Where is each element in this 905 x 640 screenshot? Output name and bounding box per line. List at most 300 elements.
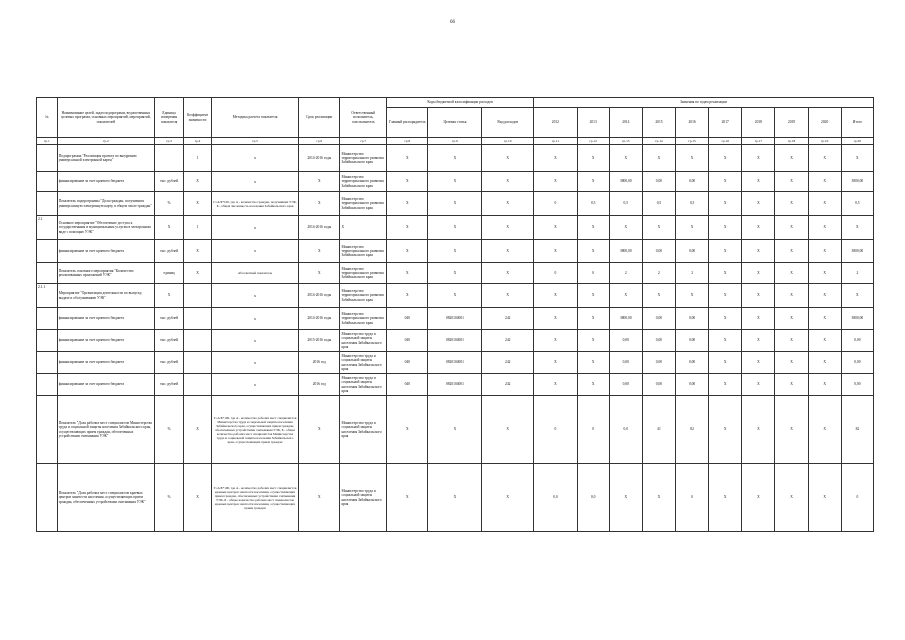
row-target-article: Х — [428, 464, 482, 532]
row-glav: Х — [387, 145, 428, 172]
row-year-value: 0,00 — [642, 172, 675, 192]
row-method: Г=А/Б*100, где А - количество граждан, получивших УЭК, Б - общая численность населения Забайкальского края — [212, 192, 299, 216]
row-number — [37, 192, 58, 216]
row-glav: Х — [387, 172, 428, 192]
row-term: Х — [299, 192, 340, 216]
row-coef: Х — [184, 192, 212, 216]
row-year-value: Х — [742, 352, 775, 374]
row-year-value: 0 — [534, 263, 578, 284]
row-year-value: Х — [775, 330, 808, 352]
row-target-article: Х — [428, 263, 482, 284]
row-year-value: Х — [775, 240, 808, 263]
row-responsible: Министерство территориального развития Забайкальского края — [340, 263, 387, 284]
row-glav: Х — [387, 192, 428, 216]
table-row — [37, 192, 874, 216]
row-number: 2.1 — [37, 216, 58, 240]
row-glav: Х — [387, 284, 428, 308]
table-row — [37, 263, 874, 284]
column-number: гр.19 — [808, 138, 841, 145]
row-coef — [184, 308, 212, 330]
row-year-value: Х — [775, 263, 808, 284]
row-year-value: 0,00 — [676, 330, 709, 352]
row-year-value: 0,00 — [642, 240, 675, 263]
row-expense-type: 242 — [482, 330, 534, 352]
row-target-article: Х — [428, 145, 482, 172]
row-total: 82 — [841, 396, 873, 464]
row-year-value: Х — [709, 263, 742, 284]
row-year-value: Х — [534, 240, 578, 263]
row-year-value: Х — [808, 464, 841, 532]
row-year-value: Х — [808, 330, 841, 352]
row-unit: единиц — [155, 263, 184, 284]
row-coef — [184, 374, 212, 396]
row-responsible: Министерство территориального развития Забайкальского края — [340, 284, 387, 308]
row-year-value: Х — [534, 352, 578, 374]
row-year-value: Х — [709, 374, 742, 396]
row-year-value: Х — [775, 352, 808, 374]
row-expense-type: Х — [482, 284, 534, 308]
header-term: Срок реализации — [299, 98, 340, 138]
row-year-value: Х — [709, 396, 742, 464]
row-year-value: Х — [577, 240, 609, 263]
header-name: Наименование целей, задач подпрограмм, ведомственных целевых программ, основных мероприятий, мероприятий, показателей — [57, 98, 154, 138]
row-year-value: Х — [775, 145, 808, 172]
column-number: гр.5 — [212, 138, 299, 145]
row-method: Х — [212, 308, 299, 330]
row-year-value: Х — [534, 172, 578, 192]
table-row — [37, 464, 874, 532]
row-year-value: Х — [775, 172, 808, 192]
row-year-value: Х — [808, 396, 841, 464]
row-target-article: 0820104001 — [428, 308, 482, 330]
row-unit: % — [155, 464, 184, 532]
row-method: Г=А/Б*100, где А - количество рабочих мест специалистов Министерства труда и социальной защиты населения Забайкальского края, осуществляющих прием граждан, обеспеченных устройствами считывания УЭК, Б - общее количество рабочих мест специалистов Министерства труда и социальной защиты населения Забайкальского края, осуществляющих прием граждан — [212, 396, 299, 464]
table-row — [37, 216, 874, 240]
row-target-article: Х — [428, 172, 482, 192]
row-term: 2014-2016 годы — [299, 145, 340, 172]
row-coef: Х — [184, 240, 212, 263]
row-year-value: 0 — [577, 396, 609, 464]
row-total: 3800,00 — [841, 240, 873, 263]
column-number: гр.17 — [742, 138, 775, 145]
row-year-value: 0,5 — [577, 192, 609, 216]
row-expense-type: Х — [482, 172, 534, 192]
row-unit: тыс. рублей — [155, 352, 184, 374]
column-number: гр.1 — [37, 138, 58, 145]
row-total: 0,5 — [841, 192, 873, 216]
row-target-article: 0820104001 — [428, 330, 482, 352]
row-term: 2015-2016 годы — [299, 330, 340, 352]
row-target-article: Х — [428, 396, 482, 464]
row-name: Мероприятие "Организация деятельности по выпуску, выдаче и обслуживанию УЭК" — [57, 284, 154, 308]
row-method: Абсолютный показатель — [212, 263, 299, 284]
row-target-article: Х — [428, 284, 482, 308]
row-responsible: Министерство труда и социальной защиты населения Забайкальского края — [340, 330, 387, 352]
row-coef: 1 — [184, 216, 212, 240]
row-method: Х — [212, 374, 299, 396]
row-glav: Х — [387, 464, 428, 532]
header-year: 2015 — [642, 108, 675, 138]
row-year-value: 0,5 — [642, 192, 675, 216]
column-number: гр.9 — [428, 138, 482, 145]
column-number: гр.10 — [482, 138, 534, 145]
row-year-value: 0 — [676, 464, 709, 532]
row-expense-type: Х — [482, 216, 534, 240]
row-method: Х — [212, 145, 299, 172]
header-vr: Вид расходов — [482, 108, 534, 138]
header-year: 2013 — [577, 108, 609, 138]
row-year-value: Х — [775, 396, 808, 464]
row-total: 3800,00 — [841, 308, 873, 330]
row-responsible: Министерство территориального развития Забайкальского края — [340, 308, 387, 330]
row-responsible: Министерство территориального развития Забайкальского края — [340, 145, 387, 172]
column-number: гр.7 — [340, 138, 387, 145]
row-year-value: Х — [609, 284, 642, 308]
row-year-value: 0,00 — [642, 374, 675, 396]
row-unit: Х — [155, 216, 184, 240]
row-name: Показатель основного мероприятия "Количество реализованных приложений УЭК" — [57, 263, 154, 284]
row-term: 2014-2016 годы — [299, 216, 340, 240]
row-year-value: Х — [709, 284, 742, 308]
table-row — [37, 330, 874, 352]
row-coef: Х — [184, 396, 212, 464]
row-responsible: Министерство труда и социальной защиты населения Забайкальского края — [340, 396, 387, 464]
row-year-value: Х — [808, 145, 841, 172]
row-expense-type: 242 — [482, 308, 534, 330]
row-year-value: Х — [808, 374, 841, 396]
row-number — [37, 396, 58, 464]
row-number — [37, 464, 58, 532]
column-number: гр.2 — [57, 138, 154, 145]
row-year-value: Х — [742, 308, 775, 330]
row-target-article: 0820104001 — [428, 374, 482, 396]
row-year-value: Х — [709, 172, 742, 192]
column-number: гр.16 — [709, 138, 742, 145]
row-year-value: Х — [742, 145, 775, 172]
row-method: Х — [212, 216, 299, 240]
row-number — [37, 172, 58, 192]
row-coef: Х — [184, 263, 212, 284]
row-year-value: Х — [709, 352, 742, 374]
row-year-value: Х — [775, 308, 808, 330]
row-name: Показатель "Доля рабочих мест специалистов Министерства труда и социальной защиты населения Забайкальского края, осуществляющих прием граждан, обеспеченных устройствами считывания УЭК" — [57, 396, 154, 464]
row-year-value: Х — [742, 330, 775, 352]
row-year-value: Х — [709, 192, 742, 216]
row-year-value: Х — [577, 172, 609, 192]
table-header — [37, 98, 874, 138]
row-unit: тыс. рублей — [155, 374, 184, 396]
row-method: Х — [212, 240, 299, 263]
row-year-value: Х — [577, 145, 609, 172]
row-number — [37, 263, 58, 284]
column-number: гр.11 — [534, 138, 578, 145]
row-coef — [184, 284, 212, 308]
row-year-value: 0 — [534, 192, 578, 216]
table-row — [37, 352, 874, 374]
row-year-value: 0,00 — [642, 308, 675, 330]
row-unit: % — [155, 396, 184, 464]
row-year-value: Х — [577, 216, 609, 240]
header-method: Методика расчета показателя — [212, 98, 299, 138]
header-year: 2019 — [775, 108, 808, 138]
row-total: 2 — [841, 263, 873, 284]
row-name: финансирование за счет краевого бюджета — [57, 352, 154, 374]
row-year-value: Х — [676, 145, 709, 172]
row-method: Х — [212, 352, 299, 374]
row-year-value: Х — [642, 145, 675, 172]
row-year-value: 3800,00 — [609, 308, 642, 330]
row-year-value: 0,00 — [676, 172, 709, 192]
row-unit: тыс. рублей — [155, 330, 184, 352]
row-year-value: Х — [808, 172, 841, 192]
row-year-value: 0,0 — [534, 464, 578, 532]
row-year-value: Х — [534, 330, 578, 352]
row-target-article: Х — [428, 216, 482, 240]
column-number: гр.6 — [299, 138, 340, 145]
row-unit: тыс. рублей — [155, 240, 184, 263]
row-year-value: Х — [775, 192, 808, 216]
row-number — [37, 374, 58, 396]
row-glav: Х — [387, 216, 428, 240]
column-number: гр.3 — [155, 138, 184, 145]
column-number-row — [37, 138, 874, 145]
row-target-article: Х — [428, 240, 482, 263]
row-year-value: Х — [742, 263, 775, 284]
row-coef: Х — [184, 172, 212, 192]
row-year-value: 0,00 — [642, 330, 675, 352]
row-expense-type: Х — [482, 240, 534, 263]
row-year-value: Х — [742, 396, 775, 464]
row-year-value: Х — [775, 284, 808, 308]
row-name: финансирование за счет краевого бюджета — [57, 172, 154, 192]
column-number: гр.8 — [387, 138, 428, 145]
row-year-value: 0,00 — [676, 308, 709, 330]
row-name: Основное мероприятие "Обеспечение доступа к государственным и муниципальным услугам в электронном виде с помощью УЭК" — [57, 216, 154, 240]
row-glav: Х — [387, 396, 428, 464]
row-total: Х — [841, 216, 873, 240]
row-name: финансирование за счет краевого бюджета — [57, 330, 154, 352]
row-year-value: 0,00 — [609, 330, 642, 352]
row-year-value: Х — [742, 374, 775, 396]
row-year-value: Х — [534, 308, 578, 330]
row-year-value: Х — [642, 464, 675, 532]
row-term: Х — [299, 263, 340, 284]
row-glav: 040 — [387, 374, 428, 396]
row-responsible: Министерство труда и социальной защиты населения Забайкальского края — [340, 374, 387, 396]
row-year-value: 41 — [642, 396, 675, 464]
row-term: 2016 год — [299, 352, 340, 374]
row-target-article: Х — [428, 192, 482, 216]
row-coef: 1 — [184, 145, 212, 172]
row-year-value: Х — [577, 284, 609, 308]
row-year-value: Х — [577, 308, 609, 330]
row-year-value: Х — [775, 216, 808, 240]
row-name: финансирование за счет краевого бюджета — [57, 374, 154, 396]
row-year-value: Х — [742, 172, 775, 192]
row-method: Х — [212, 172, 299, 192]
row-year-value: Х — [609, 216, 642, 240]
row-total: Х — [841, 145, 873, 172]
row-name: финансирование за счет краевого бюджета — [57, 240, 154, 263]
row-method: Х — [212, 330, 299, 352]
row-year-value: 0,0 — [577, 464, 609, 532]
header-total: Итого — [841, 108, 873, 138]
program-table — [36, 97, 874, 532]
table-body — [37, 138, 874, 532]
row-unit: тыс. рублей — [155, 308, 184, 330]
page-number: 66 — [450, 20, 455, 25]
row-term: Х — [299, 172, 340, 192]
row-year-value: Х — [709, 145, 742, 172]
row-name: Подпрограмма "Реализация проекта по внедрению универсальной электронной карты" — [57, 145, 154, 172]
row-year-value: 0,5 — [609, 192, 642, 216]
table-row — [37, 396, 874, 464]
row-year-value: Х — [577, 374, 609, 396]
column-number: гр.20 — [841, 138, 873, 145]
row-expense-type: 242 — [482, 352, 534, 374]
row-glav: 040 — [387, 308, 428, 330]
row-year-value: Х — [709, 464, 742, 532]
row-unit: тыс. рублей — [155, 172, 184, 192]
header-year: 2018 — [742, 108, 775, 138]
row-year-value: Х — [742, 284, 775, 308]
row-total: Х — [841, 284, 873, 308]
row-year-value: 0,5 — [676, 192, 709, 216]
row-method: Г=А/Б*100, где А - количество рабочих мест специалистов краевых центров занятости населения, осуществляющих прием граждан, обеспеченных устройствами считывания УЭК, Б - общее количество рабочих мест специалистов краевых центров занятости населения, осуществляющих прием граждан — [212, 464, 299, 532]
header-num: № — [37, 98, 58, 138]
row-unit: % — [155, 192, 184, 216]
header-year: 2012 — [534, 108, 578, 138]
table-row — [37, 308, 874, 330]
row-glav: Х — [387, 240, 428, 263]
row-responsible: Х — [340, 216, 387, 240]
table-row — [37, 145, 874, 172]
row-year-value: Х — [709, 216, 742, 240]
row-year-value: Х — [808, 263, 841, 284]
row-year-value: Х — [577, 330, 609, 352]
row-year-value: 2 — [642, 263, 675, 284]
row-year-value: 0,00 — [676, 352, 709, 374]
header-year: 2020 — [808, 108, 841, 138]
row-term: 2014-2016 годы — [299, 308, 340, 330]
header-unit: Единица измерения показателя — [155, 98, 184, 138]
row-coef — [184, 352, 212, 374]
row-year-value: Х — [609, 145, 642, 172]
row-year-value: Х — [808, 284, 841, 308]
table-row — [37, 284, 874, 308]
row-expense-type: Х — [482, 396, 534, 464]
column-number: гр.14 — [642, 138, 675, 145]
row-total: 3800,00 — [841, 172, 873, 192]
row-glav: 040 — [387, 352, 428, 374]
row-year-value: Х — [742, 192, 775, 216]
header-cs: Целевая статья — [428, 108, 482, 138]
row-year-value: 0,00 — [642, 352, 675, 374]
row-year-value: Х — [676, 216, 709, 240]
row-year-value: 0,0 — [609, 396, 642, 464]
row-year-value: Х — [808, 240, 841, 263]
row-responsible: Министерство труда и социальной защиты населения Забайкальского края — [340, 352, 387, 374]
row-term: Х — [299, 464, 340, 532]
row-number — [37, 240, 58, 263]
row-unit: Х — [155, 284, 184, 308]
row-responsible: Министерство территориального развития Забайкальского края — [340, 240, 387, 263]
header-resp: Ответственный исполнитель, соисполнитель — [340, 98, 387, 138]
row-year-value: 3800,00 — [609, 240, 642, 263]
row-year-value: Х — [534, 216, 578, 240]
column-number: гр.12 — [577, 138, 609, 145]
row-year-value: Х — [534, 145, 578, 172]
row-glav: Х — [387, 263, 428, 284]
row-name: финансирование за счет краевого бюджета — [57, 308, 154, 330]
row-year-value: Х — [676, 284, 709, 308]
column-number: гр.13 — [609, 138, 642, 145]
row-year-value: Х — [775, 464, 808, 532]
table-row — [37, 240, 874, 263]
row-responsible: Министерство территориального развития Забайкальского края — [340, 192, 387, 216]
row-year-value: 0 — [534, 396, 578, 464]
row-year-value: Х — [709, 330, 742, 352]
row-year-value: 0,00 — [609, 352, 642, 374]
row-year-value: 0,00 — [676, 374, 709, 396]
row-target-article: 0820104001 — [428, 352, 482, 374]
row-expense-type: 242 — [482, 374, 534, 396]
row-expense-type: Х — [482, 145, 534, 172]
row-number — [37, 330, 58, 352]
row-year-value: Х — [742, 216, 775, 240]
row-year-value: Х — [808, 352, 841, 374]
row-year-value: Х — [534, 374, 578, 396]
header-values-group: Значения по годам реализации — [534, 98, 874, 108]
row-year-value: Х — [742, 464, 775, 532]
header-year: 2017 — [709, 108, 742, 138]
row-name: Показатель подпрограммы "Доля граждан, получивших универсальную электронную карту, в общем числе граждан" — [57, 192, 154, 216]
row-expense-type: Х — [482, 464, 534, 532]
row-total: 0,00 — [841, 330, 873, 352]
row-year-value: 82 — [676, 396, 709, 464]
header-codes-group: Коды бюджетной классификации расходов — [387, 98, 534, 108]
row-year-value: Х — [808, 216, 841, 240]
row-number — [37, 145, 58, 172]
row-number — [37, 308, 58, 330]
row-year-value: Х — [534, 284, 578, 308]
row-year-value: 0 — [577, 263, 609, 284]
row-glav: 040 — [387, 330, 428, 352]
row-year-value: Х — [709, 240, 742, 263]
row-year-value: Х — [808, 308, 841, 330]
row-year-value: Х — [709, 308, 742, 330]
row-term: Х — [299, 240, 340, 263]
row-year-value: Х — [642, 284, 675, 308]
row-total: 0 — [841, 464, 873, 532]
table-row — [37, 172, 874, 192]
row-unit — [155, 145, 184, 172]
row-responsible: Министерство территориального развития Забайкальского края — [340, 172, 387, 192]
row-year-value: Х — [808, 192, 841, 216]
row-coef — [184, 330, 212, 352]
row-year-value: Х — [742, 240, 775, 263]
row-expense-type: Х — [482, 263, 534, 284]
column-number: гр.4 — [184, 138, 212, 145]
row-term: 2016 год — [299, 374, 340, 396]
row-number: 2.1.1 — [37, 284, 58, 308]
row-method: Х — [212, 284, 299, 308]
row-year-value: 2 — [609, 263, 642, 284]
header-glav: Главный распорядитель — [387, 108, 428, 138]
row-year-value: 2 — [676, 263, 709, 284]
row-name: Показатель "Доля рабочих мест специалистов краевых центров занятости населения, осуществляющих прием граждан, обеспеченных устройствами считывания УЭК" — [57, 464, 154, 532]
row-number — [37, 352, 58, 374]
